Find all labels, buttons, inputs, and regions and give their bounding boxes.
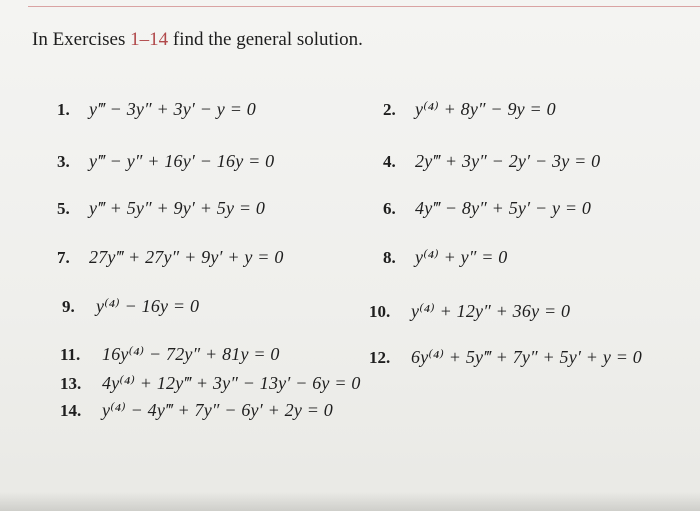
exercise-number: 10. [369, 302, 391, 321]
instructions-suffix: find the general solution. [168, 29, 363, 50]
exercise-number: 6. [383, 199, 396, 218]
exercise-number: 5. [57, 199, 70, 218]
exercise-equation: y⁽⁴⁾ − 16y = 0 [96, 296, 200, 316]
exercise-equation: y⁽⁴⁾ + y″ = 0 [415, 247, 508, 267]
exercise-equation: 27y‴ + 27y″ + 9y′ + y = 0 [89, 247, 284, 267]
exercise-number: 12. [369, 348, 391, 367]
exercise-number: 9. [62, 297, 75, 316]
exercise-equation: 2y‴ + 3y″ − 2y′ − 3y = 0 [415, 151, 601, 171]
instructions-prefix: In Exercises [32, 29, 131, 50]
exercise-number: 3. [57, 152, 70, 171]
exercise-number: 1. [57, 100, 70, 119]
exercise-equation: y⁽⁴⁾ + 8y″ − 9y = 0 [415, 99, 556, 119]
exercise-number: 13. [60, 374, 82, 393]
exercise-equation: y‴ − y″ + 16y′ − 16y = 0 [89, 151, 275, 171]
exercise-equation: 4y‴ − 8y″ + 5y′ − y = 0 [415, 198, 592, 218]
top-divider [28, 6, 700, 7]
exercise-number: 4. [383, 152, 396, 171]
instructions-heading [32, 29, 363, 51]
page-edge-shadow [0, 492, 700, 511]
exercise-number: 11. [60, 345, 81, 364]
exercise-equation: y‴ + 5y″ + 9y′ + 5y = 0 [89, 198, 266, 218]
exercise-number: 8. [383, 248, 396, 267]
exercise-number: 7. [57, 248, 70, 267]
exercise-number: 2. [383, 100, 396, 119]
exercise-equation: y⁽⁴⁾ + 12y″ + 36y = 0 [411, 301, 571, 321]
exercise-equation: y⁽⁴⁾ − 4y‴ + 7y″ − 6y′ + 2y = 0 [102, 400, 333, 420]
exercise-equation: y‴ − 3y″ + 3y′ − y = 0 [89, 99, 256, 119]
exercise-number: 14. [60, 401, 82, 420]
exercise-range: 1–14 [130, 29, 169, 50]
exercise-equation: 6y⁽⁴⁾ + 5y‴ + 7y″ + 5y′ + y = 0 [411, 347, 642, 367]
exercise-equation: 4y⁽⁴⁾ + 12y‴ + 3y″ − 13y′ − 6y = 0 [102, 373, 361, 393]
exercise-equation: 16y⁽⁴⁾ − 72y″ + 81y = 0 [102, 344, 280, 364]
